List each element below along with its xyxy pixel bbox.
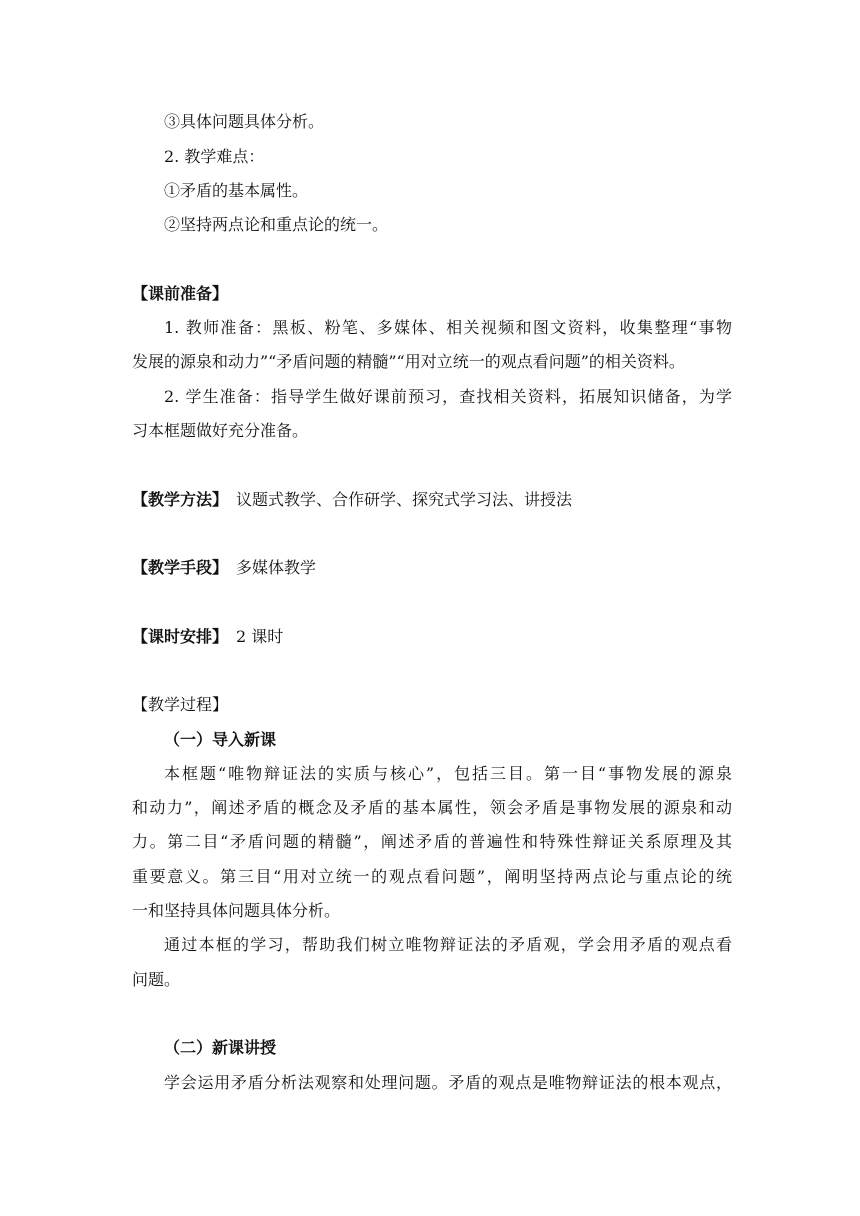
text-line: 2. 学生准备：指导学生做好课前预习，查找相关资料，拓展知识储备，为学 <box>164 387 732 406</box>
teaching-method-row <box>132 490 732 510</box>
text-line: 一和坚持具体问题具体分析。 <box>132 901 341 920</box>
teaching-means-label: 【教学手段】 <box>132 558 229 577</box>
text-line: ②坚持两点论和重点论的统一。 <box>164 215 389 234</box>
schedule-label: 【课时安排】 <box>132 627 229 646</box>
text-line: 重要意义。第三目“用对立统一的观点看问题”，阐明坚持两点论与重点论的统 <box>132 867 732 886</box>
section-heading-process: 【教学过程】 <box>132 695 229 714</box>
text-line: 和动力”，阐述矛盾的概念及矛盾的基本属性，领会矛盾是事物发展的源泉和动 <box>132 798 732 817</box>
text-line: 2. 教学难点： <box>164 147 265 166</box>
text-line: 问题。 <box>132 970 181 989</box>
text-line: 力。第二目“矛盾问题的精髓”，阐述矛盾的普遍性和特殊性辩证关系原理及其 <box>132 832 732 851</box>
text-line: 发展的源泉和动力”“矛盾问题的精髓”“用对立统一的观点看问题”的相关资料。 <box>132 352 685 371</box>
text-line: 本框题“唯物辩证法的实质与核心”，包括三目。第一目“事物发展的源泉 <box>164 764 732 783</box>
subsection-heading-new-lesson: （二）新课讲授 <box>164 1038 277 1057</box>
text-line: 习本框题做好充分准备。 <box>132 421 309 440</box>
teaching-method-value: 议题式教学、合作研学、探究式学习法、讲授法 <box>236 490 573 509</box>
text-line: 1. 教师准备：黑板、粉笔、多媒体、相关视频和图文资料，收集整理“事物 <box>164 318 732 337</box>
teaching-method-label: 【教学方法】 <box>132 490 229 509</box>
subsection-heading-intro: （一）导入新课 <box>164 730 277 749</box>
text-line: 学会运用矛盾分析法观察和处理问题。矛盾的观点是唯物辩证法的根本观点， <box>164 1073 732 1092</box>
text-line: ③具体问题具体分析。 <box>164 112 325 131</box>
text-line: 通过本框的学习，帮助我们树立唯物辩证法的矛盾观，学会用矛盾的观点看 <box>164 935 732 954</box>
teaching-means-row <box>132 558 732 578</box>
schedule-row <box>132 627 732 647</box>
teaching-means-value: 多媒体教学 <box>236 558 317 577</box>
section-heading-prep: 【课前准备】 <box>132 284 229 303</box>
text-line: ①矛盾的基本属性。 <box>164 181 309 200</box>
schedule-value: 2 课时 <box>236 627 284 646</box>
